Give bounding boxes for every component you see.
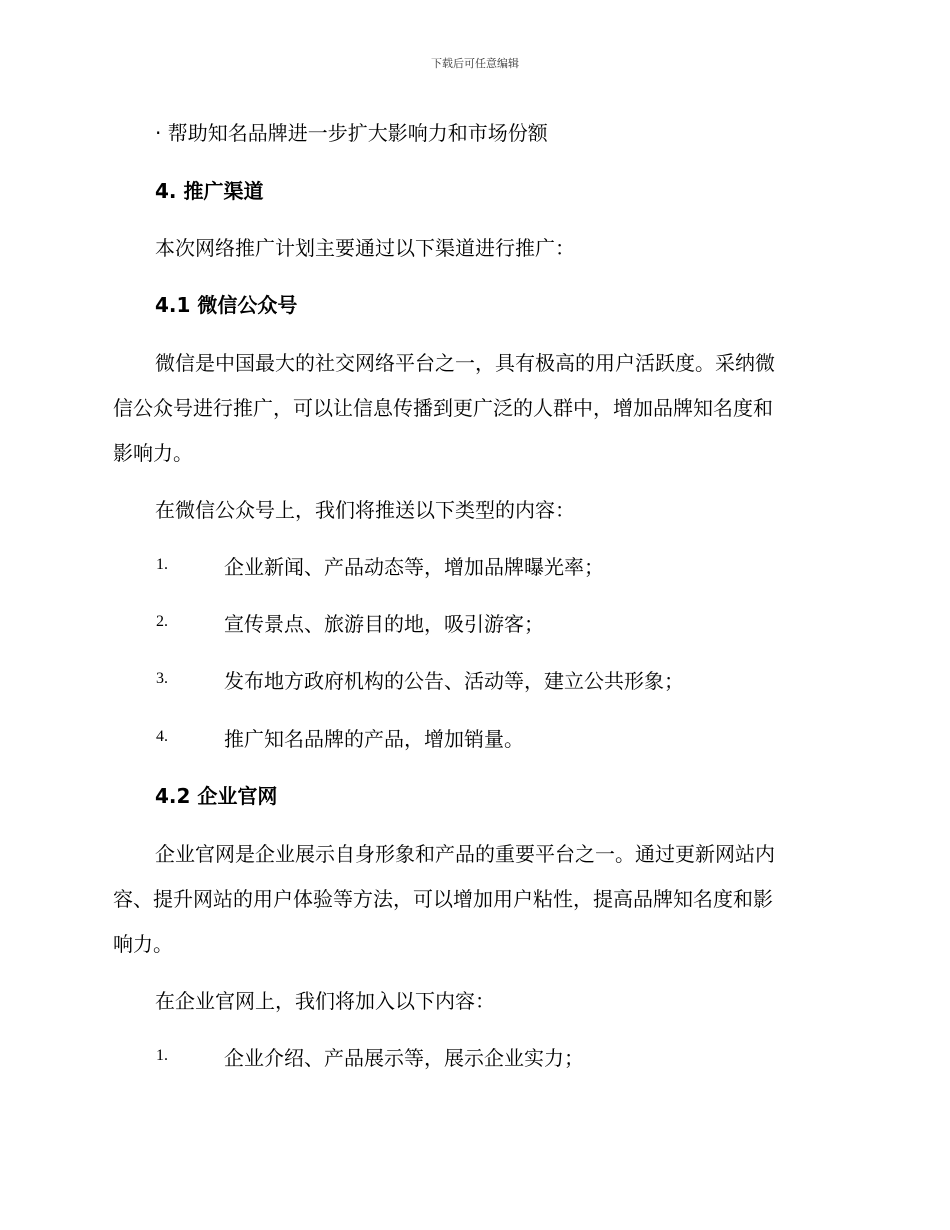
- list-item: 发布地方政府机构的公告、活动等，建立公共形象；: [224, 669, 684, 693]
- list-item-number: 2.: [156, 613, 168, 630]
- list-intro: 在企业官网上，我们将加入以下内容：: [155, 989, 495, 1013]
- paragraph-line: 企业官网是企业展示自身形象和产品的重要平台之一。通过更新网站内: [155, 842, 775, 866]
- section-4-heading: 4. 推广渠道: [155, 179, 264, 203]
- list-item-number: 4.: [156, 728, 168, 745]
- section-4-intro: 本次网络推广计划主要通过以下渠道进行推广：: [155, 236, 575, 260]
- list-item: 宣传景点、旅游目的地，吸引游客；: [224, 612, 544, 636]
- list-item: 企业介绍、产品展示等，展示企业实力；: [224, 1046, 584, 1070]
- paragraph-line: 微信是中国最大的社交网络平台之一，具有极高的用户活跃度。采纳微: [155, 351, 775, 375]
- list-item: 企业新闻、产品动态等，增加品牌曝光率；: [224, 555, 604, 579]
- list-item: 推广知名品牌的产品，增加销量。: [224, 727, 524, 751]
- list-item-number: 3.: [156, 670, 168, 687]
- list-intro: 在微信公众号上，我们将推送以下类型的内容：: [155, 498, 575, 522]
- paragraph-line: 影响力。: [113, 441, 193, 465]
- paragraph-line: 容、提升网站的用户体验等方法，可以增加用户粘性，提高品牌知名度和影: [113, 887, 773, 911]
- paragraph-line: 响力。: [113, 932, 173, 956]
- list-item-number: 1.: [156, 1047, 168, 1064]
- header-note: 下载后可任意编辑: [431, 57, 519, 70]
- list-item-number: 1.: [156, 556, 168, 573]
- bullet-line: · 帮助知名品牌进一步扩大影响力和市场份额: [155, 121, 548, 145]
- section-4-2-heading: 4.2 企业官网: [155, 784, 278, 808]
- section-4-1-heading: 4.1 微信公众号: [155, 293, 298, 317]
- paragraph-line: 信公众号进行推广，可以让信息传播到更广泛的人群中，增加品牌知名度和: [113, 396, 773, 420]
